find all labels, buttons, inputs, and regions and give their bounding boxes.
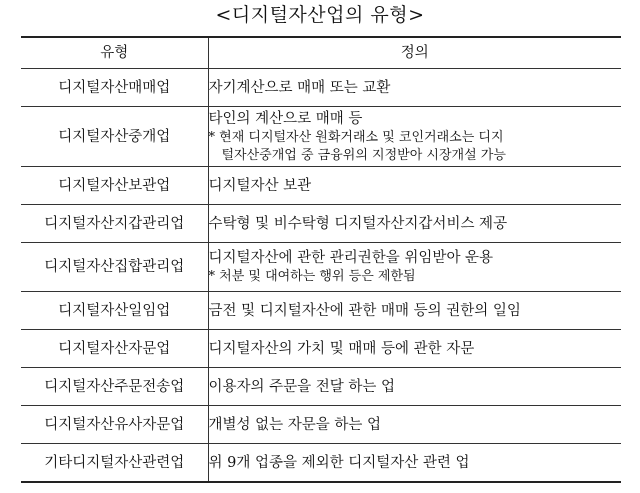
type-cell: 기타디지털자산관련업 — [21, 444, 208, 483]
definition-cell — [208, 107, 621, 167]
definition-text: 개별성 없는 자문을 하는 업 — [208, 416, 382, 433]
table-row — [21, 69, 621, 107]
type-cell: 디지털자산유사자문업 — [21, 406, 208, 444]
table-row — [21, 406, 621, 444]
type-cell: 디지털자산집합관리업 — [21, 243, 208, 292]
definition-text: 디지털자산 보관 — [208, 177, 312, 194]
type-cell: 디지털자산자문업 — [21, 330, 208, 368]
definition-cell — [208, 243, 621, 292]
definition-note: 털자산중개업 중 금융위의 지정받아 시장개설 가능 — [221, 147, 506, 163]
table-row — [21, 167, 621, 205]
definition-cell — [208, 167, 621, 205]
definition-note: * 현재 디지털자산 원화거래소 및 코인거래소는 디지 — [208, 129, 504, 145]
type-cell: 디지털자산주문전송업 — [21, 368, 208, 406]
definition-cell — [208, 205, 621, 243]
definition-note: * 처분 및 대여하는 행위 등은 제한됨 — [208, 269, 416, 284]
table-row — [21, 292, 621, 330]
definition-cell — [208, 292, 621, 330]
table-row — [21, 444, 621, 483]
type-cell: 디지털자산매매업 — [21, 69, 208, 107]
definition-text: 금전 및 디지털자산에 관한 매매 등의 권한의 일임 — [208, 302, 521, 319]
table-row — [21, 205, 621, 243]
type-cell: 디지털자산일임업 — [21, 292, 208, 330]
column-header-type: 유형 — [21, 37, 208, 69]
definition-text: 이용자의 주문을 전달 하는 업 — [208, 378, 396, 395]
page-title: <디지털자산업의 유형> — [215, 4, 425, 26]
definition-text: 수탁형 및 비수탁형 디지털자산지갑서비스 제공 — [208, 215, 508, 232]
type-cell: 디지털자산지갑관리업 — [21, 205, 208, 243]
table-header-row — [21, 37, 621, 69]
column-header-definition: 정의 — [208, 37, 621, 69]
table-row — [21, 243, 621, 292]
definition-text: 디지털자산의 가치 및 매매 등에 관한 자문 — [208, 340, 475, 357]
definition-text: 디지털자산에 관한 관리권한을 위임받아 운용 — [208, 250, 494, 266]
table-row — [21, 330, 621, 368]
definition-cell — [208, 444, 621, 483]
definition-cell — [208, 69, 621, 107]
definition-text: 자기계산으로 매매 또는 교환 — [208, 79, 391, 96]
digital-asset-business-types-table — [21, 36, 621, 483]
definition-cell — [208, 406, 621, 444]
table-row — [21, 368, 621, 406]
table-row — [21, 107, 621, 167]
definition-text: 타인의 계산으로 매매 등 — [208, 110, 363, 127]
definition-cell — [208, 330, 621, 368]
type-cell: 디지털자산중개업 — [21, 107, 208, 167]
definition-text: 위 9개 업종을 제외한 디지털자산 관련 업 — [208, 454, 470, 471]
definition-cell — [208, 368, 621, 406]
type-cell: 디지털자산보관업 — [21, 167, 208, 205]
